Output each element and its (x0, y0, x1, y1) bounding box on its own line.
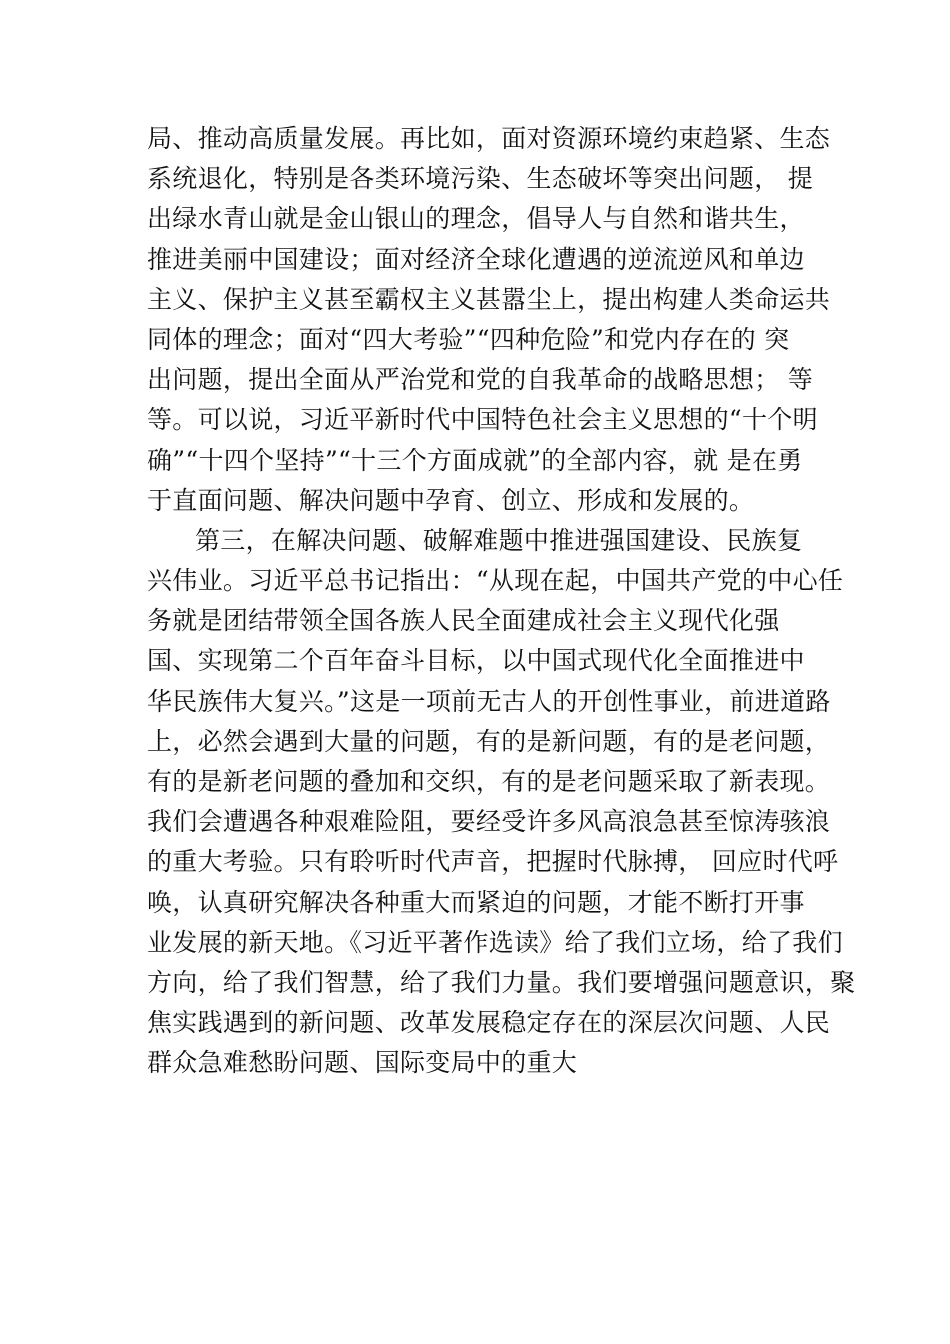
text-line: 唤，认真研究解决各种重大而紧迫的问题，才能不断打开事 (147, 887, 805, 917)
text-line: 局、推动高质量发展。再比如，面对资源环境约束趋紧、生态 (147, 124, 831, 153)
paragraph-2 (147, 521, 856, 1084)
text-line: 第三，在解决问题、破解难题中推进强国建设、民族复 (195, 525, 803, 555)
text-line: 于直面问题、解决问题中孕育、创立、形成和发展的。 (147, 485, 755, 515)
text-line: 务就是团结带领全国各族人民全面建成社会主义现代化强 (147, 606, 780, 636)
text-line: 有的是新老问题的叠加和交织，有的是老问题采取了新表现。 (147, 767, 831, 796)
body-text (147, 119, 856, 1084)
text-line: 主义、保护主义甚至霸权主义甚嚣尘上，提出构建人类命运共 (147, 284, 831, 314)
text-line: 同体的理念；面对“四大考验”“四种危险”和党内存在的 突 (147, 324, 790, 354)
text-line: 焦实践遇到的新问题、改革发展稳定存在的深层次问题、人民 (147, 1008, 831, 1038)
text-line: 的重大考验。只有聆听时代声音，把握时代脉搏， 回应时代呼 (147, 847, 839, 877)
text-line: 出问题，提出全面从严治党和党的自我革命的战略思想； 等 (147, 365, 814, 395)
text-line: 确”“十四个坚持”“十三个方面成就”的全部内容，就 是在勇 (147, 445, 803, 475)
paragraph-1 (147, 119, 837, 521)
text-line: 方向，给了我们智慧，给了我们力量。我们要增强问题意识，聚 (147, 967, 856, 997)
text-line: 系统退化，特别是各类环境污染、生态破坏等突出问题， 提 (147, 164, 814, 194)
text-line: 上，必然会遇到大量的问题，有的是新问题，有的是老问题， (147, 726, 831, 756)
text-line: 国、实现第二个百年奋斗目标，以中国式现代化全面推进中 (147, 646, 805, 676)
text-line: 兴伟业。习近平总书记指出：“从现在起，中国共产党的中心任 (147, 566, 844, 596)
text-line: 推进美丽中国建设；面对经济全球化遭遇的逆流逆风和单边 (147, 244, 805, 274)
text-line: 等。可以说，习近平新时代中国特色社会主义思想的“十个明 (147, 405, 818, 435)
text-line: 出绿水青山就是金山银山的理念，倡导人与自然和谐共生， (147, 204, 805, 234)
text-line: 我们会遭遇各种艰难险阻，要经受许多风高浪急甚至惊涛骇浪 (147, 807, 831, 837)
text-line: 业发展的新天地。《习近平著作选读》给了我们立场，给了我们 (147, 927, 843, 957)
text-line: 华民族伟大复兴。”这是一项前无古人的开创性事业，前进道路 (147, 686, 831, 716)
text-line: 群众急难愁盼问题、国际变局中的重大 (147, 1048, 578, 1078)
